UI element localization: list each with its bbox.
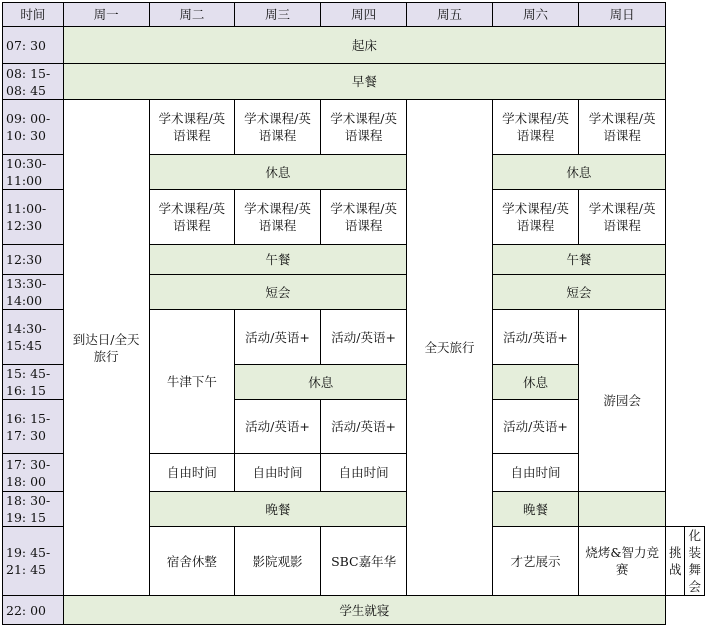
bedtime-cell: 学生就寝	[63, 596, 665, 625]
free-time-cell: 自由时间	[320, 454, 407, 492]
header-wed: 周三	[235, 3, 321, 27]
tue-oxford-cell: 牛津下午	[149, 310, 235, 454]
row-0900	[3, 100, 705, 155]
row-0730	[3, 27, 705, 64]
time-label: 11:00- 12:30	[3, 190, 64, 245]
dinner-cell: 晚餐	[492, 492, 579, 527]
time-label: 15: 45- 16: 15	[3, 365, 64, 400]
weekly-schedule-table	[2, 2, 705, 625]
time-label: 09: 00- 10: 30	[3, 100, 64, 155]
rest-cell: 休息	[492, 365, 579, 400]
time-label: 16: 15- 17: 30	[3, 400, 64, 454]
time-label: 19: 45- 21: 45	[3, 527, 64, 596]
header-time: 时间	[3, 3, 64, 27]
header-mon: 周一	[63, 3, 149, 27]
time-label: 08: 15- 08: 45	[3, 64, 64, 100]
time-label: 13:30- 14:00	[3, 275, 64, 310]
challenge-cell: 挑战	[665, 527, 685, 596]
time-label: 17: 30- 18: 00	[3, 454, 64, 492]
free-time-cell: 自由时间	[235, 454, 321, 492]
activity-cell: 活动/英语+	[492, 310, 579, 365]
row-0815	[3, 64, 705, 100]
bbq-quiz-cell: 烧烤&智力竞 赛	[579, 527, 666, 596]
free-time-cell: 自由时间	[149, 454, 235, 492]
header-sun: 周日	[579, 3, 666, 27]
time-label: 07: 30	[3, 27, 64, 64]
breakfast-cell: 早餐	[63, 64, 665, 100]
activity-cell: 活动/英语+	[235, 310, 321, 365]
academic-cell: 学术课程/英 语课程	[320, 100, 407, 155]
activity-cell: 活动/英语+	[492, 400, 579, 454]
fri-trip-cell: 全天旅行	[407, 100, 492, 596]
costume-ball-cell: 化装舞会	[685, 527, 705, 596]
dorm-rest-cell: 宿舍休整	[149, 527, 235, 596]
header-row	[3, 3, 705, 27]
activity-cell: 活动/英语+	[235, 400, 321, 454]
academic-cell: 学术课程/英 语课程	[579, 100, 666, 155]
academic-cell: 学术课程/英 语课程	[149, 100, 235, 155]
meeting-cell: 短会	[492, 275, 665, 310]
header-sat: 周六	[492, 3, 579, 27]
academic-cell: 学术课程/英 语课程	[579, 190, 666, 245]
header-thu: 周四	[320, 3, 407, 27]
time-label: 12:30	[3, 245, 64, 275]
sbc-carnival-cell: SBC嘉年华	[320, 527, 407, 596]
time-label: 18: 30- 19: 15	[3, 492, 64, 527]
activity-cell: 活动/英语+	[320, 400, 407, 454]
free-time-cell: 自由时间	[492, 454, 579, 492]
rest-cell: 休息	[235, 365, 407, 400]
sun-garden-party-cell: 游园会	[579, 310, 666, 492]
mon-arrival-cell: 到达日/全天 旅行	[63, 100, 149, 596]
time-label: 14:30- 15:45	[3, 310, 64, 365]
meeting-cell: 短会	[149, 275, 407, 310]
academic-cell: 学术课程/英 语课程	[492, 190, 579, 245]
rest-cell: 休息	[149, 155, 407, 190]
academic-cell: 学术课程/英 语课程	[492, 100, 579, 155]
row-2200	[3, 596, 705, 625]
academic-cell: 学术课程/英 语课程	[235, 100, 321, 155]
rest-cell: 休息	[492, 155, 665, 190]
empty-cell	[579, 492, 666, 527]
academic-cell: 学术课程/英 语课程	[149, 190, 235, 245]
talent-show-cell: 才艺展示	[492, 527, 579, 596]
header-tue: 周二	[149, 3, 235, 27]
time-label: 10:30- 11:00	[3, 155, 64, 190]
time-label: 22: 00	[3, 596, 64, 625]
lunch-cell: 午餐	[492, 245, 665, 275]
cinema-cell: 影院观影	[235, 527, 321, 596]
academic-cell: 学术课程/英 语课程	[235, 190, 321, 245]
activity-cell: 活动/英语+	[320, 310, 407, 365]
dinner-cell: 晚餐	[149, 492, 407, 527]
academic-cell: 学术课程/英 语课程	[320, 190, 407, 245]
wake-cell: 起床	[63, 27, 665, 64]
lunch-cell: 午餐	[149, 245, 407, 275]
header-fri: 周五	[407, 3, 492, 27]
